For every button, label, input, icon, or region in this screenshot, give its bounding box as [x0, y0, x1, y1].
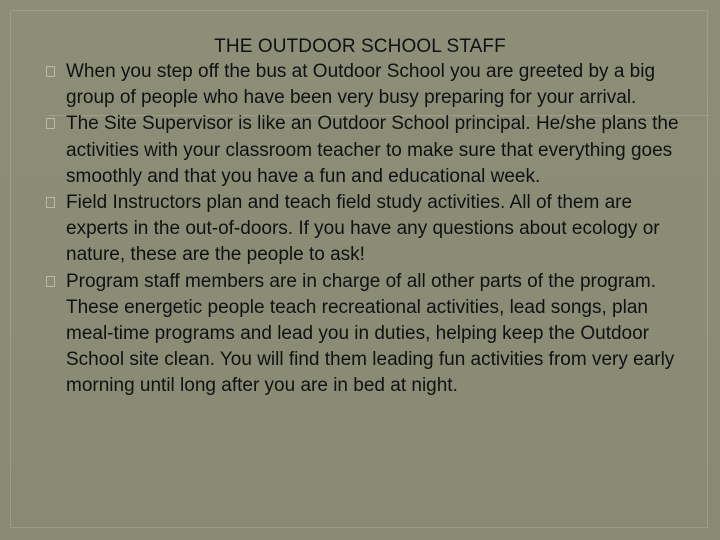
- bullet-text: Field Instructors plan and teach field study activities. All of them are experts in the out-of-doors. If you have any questions about ecology or nature, these are the people to ask!: [66, 192, 660, 266]
- square-bullet-icon: [46, 118, 55, 129]
- bullet-text: When you step off the bus at Outdoor School you are greeted by a big group of people who have been very busy preparing for your arrival.: [66, 61, 656, 109]
- bullet-item: [46, 111, 686, 190]
- bullet-item: [46, 59, 686, 111]
- slide-title-text: THE OUTDOOR SCHOOL STAFF: [214, 36, 506, 57]
- bullet-item: [46, 190, 686, 269]
- bullet-list: [46, 59, 686, 400]
- square-bullet-icon: [46, 197, 55, 208]
- slide-title: [0, 36, 720, 58]
- square-bullet-icon: [46, 66, 55, 77]
- bullet-item: [46, 269, 686, 400]
- bullet-text: The Site Supervisor is like an Outdoor School principal. He/she plans the activities with your classroom teacher to make sure that everything goes smoothly and that you have a fun and educational week.: [66, 113, 679, 187]
- square-bullet-icon: [46, 276, 55, 287]
- bullet-text: Program staff members are in charge of all other parts of the program. These energetic people teach recreational activities, lead songs, plan meal-time programs and lead you in duties, helping keep the Outdoor School site clean. You will find them leading fun activities from very early morning until long after you are in bed at night.: [66, 270, 675, 397]
